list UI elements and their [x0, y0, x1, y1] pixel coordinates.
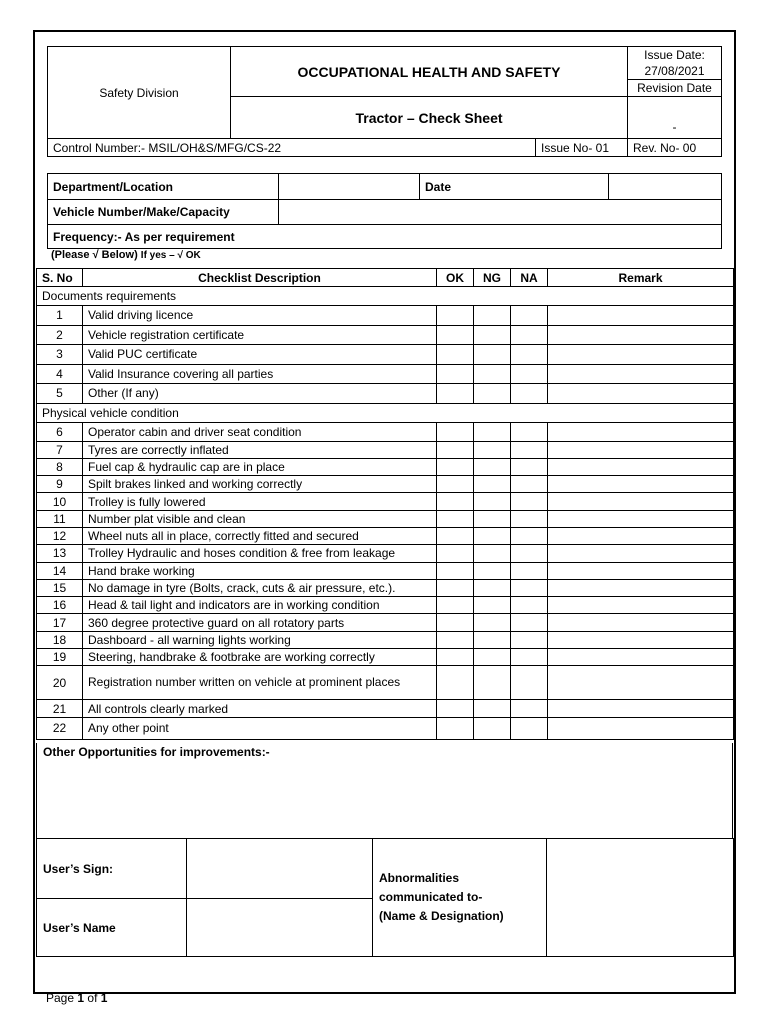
- page-number: 1: [77, 991, 85, 1005]
- header-table: [47, 46, 722, 139]
- item-description: All controls clearly marked: [83, 700, 437, 717]
- item-description: 360 degree protective guard on all rotatory parts: [83, 614, 437, 631]
- date-label: Date: [420, 174, 609, 200]
- item-description: Trolley Hydraulic and hoses condition & free from leakage: [83, 545, 437, 562]
- issue-date-cell: [628, 47, 722, 97]
- abnormalities-line-3: (Name & Designation): [379, 909, 504, 923]
- ok-cell[interactable]: [437, 441, 474, 458]
- na-cell[interactable]: [511, 306, 548, 326]
- item-number: 15: [37, 579, 83, 596]
- item-number: 18: [37, 631, 83, 648]
- ok-cell[interactable]: [437, 325, 474, 345]
- na-cell[interactable]: [511, 649, 548, 666]
- item-description: Dashboard - all warning lights working: [83, 631, 437, 648]
- na-cell[interactable]: [511, 700, 548, 717]
- ok-cell[interactable]: [437, 493, 474, 510]
- item-number: 13: [37, 545, 83, 562]
- doc-subtitle: Tractor – Check Sheet: [231, 97, 628, 139]
- ok-cell[interactable]: [437, 458, 474, 475]
- checklist-header-row: [37, 269, 734, 287]
- na-cell[interactable]: [511, 325, 548, 345]
- na-cell[interactable]: [511, 545, 548, 562]
- item-description: Tyres are correctly inflated: [83, 441, 437, 458]
- ng-cell[interactable]: [474, 306, 511, 326]
- na-cell[interactable]: [511, 476, 548, 493]
- ng-cell[interactable]: [474, 345, 511, 365]
- ok-cell[interactable]: [437, 364, 474, 384]
- header-ng: NG: [474, 269, 511, 287]
- remark-cell[interactable]: [548, 666, 734, 700]
- remark-cell[interactable]: [548, 364, 734, 384]
- na-cell[interactable]: [511, 422, 548, 441]
- item-description: Head & tail light and indicators are in working condition: [83, 597, 437, 614]
- remark-cell[interactable]: [548, 649, 734, 666]
- control-number: Control Number:- MSIL/OH&S/MFG/CS-22: [48, 139, 536, 157]
- header-sno: S. No: [37, 269, 83, 287]
- ok-cell[interactable]: [437, 562, 474, 579]
- ng-cell[interactable]: [474, 510, 511, 527]
- improvements-box[interactable]: [36, 743, 733, 839]
- item-description: Fuel cap & hydraulic cap are in place: [83, 458, 437, 475]
- remark-cell[interactable]: [548, 325, 734, 345]
- item-number: 22: [37, 717, 83, 739]
- section-row: [37, 287, 734, 306]
- item-number: 3: [37, 345, 83, 365]
- ng-cell[interactable]: [474, 476, 511, 493]
- ok-cell[interactable]: [437, 384, 474, 404]
- item-description: Number plat visible and clean: [83, 510, 437, 527]
- checklist-row: [37, 510, 734, 527]
- ok-cell[interactable]: [437, 527, 474, 544]
- signoff-table: [36, 838, 734, 957]
- checklist-row: [37, 545, 734, 562]
- item-description: Any other point: [83, 717, 437, 739]
- item-description: Other (If any): [83, 384, 437, 404]
- ok-cell[interactable]: [437, 700, 474, 717]
- item-number: 17: [37, 614, 83, 631]
- issue-date: 27/08/2021: [644, 64, 705, 78]
- item-number: 7: [37, 441, 83, 458]
- checklist-row: [37, 493, 734, 510]
- instruction-part-a: (Please √ Below): [51, 249, 138, 261]
- checklist-row: [37, 441, 734, 458]
- abnormalities-field[interactable]: [547, 839, 734, 957]
- instruction-part-b: If yes – √ OK: [140, 250, 201, 261]
- checklist-row: [37, 717, 734, 739]
- page-footer: [46, 991, 107, 1005]
- ng-cell[interactable]: [474, 422, 511, 441]
- na-cell[interactable]: [511, 458, 548, 475]
- item-description: Trolley is fully lowered: [83, 493, 437, 510]
- item-description: Operator cabin and driver seat condition: [83, 422, 437, 441]
- header-desc: Checklist Description: [83, 269, 437, 287]
- ng-cell[interactable]: [474, 562, 511, 579]
- item-number: 5: [37, 384, 83, 404]
- ng-cell[interactable]: [474, 527, 511, 544]
- checklist-row: [37, 458, 734, 475]
- ng-cell[interactable]: [474, 458, 511, 475]
- section-row: [37, 403, 734, 422]
- ok-cell[interactable]: [437, 306, 474, 326]
- item-description: No damage in tyre (Bolts, crack, cuts & air pressure, etc.).: [83, 579, 437, 596]
- vehicle-field[interactable]: [279, 200, 722, 225]
- na-cell[interactable]: [511, 510, 548, 527]
- item-number: 11: [37, 510, 83, 527]
- revision-date-label: Revision Date: [628, 79, 721, 96]
- remark-cell[interactable]: [548, 614, 734, 631]
- remark-cell[interactable]: [548, 717, 734, 739]
- na-cell[interactable]: [511, 493, 548, 510]
- ng-cell[interactable]: [474, 631, 511, 648]
- checklist-table: [36, 268, 734, 740]
- checklist-row: [37, 325, 734, 345]
- info-table: [47, 173, 722, 249]
- page-of: of: [87, 991, 98, 1005]
- ng-cell[interactable]: [474, 364, 511, 384]
- na-cell[interactable]: [511, 562, 548, 579]
- ng-cell[interactable]: [474, 325, 511, 345]
- checklist-row: [37, 666, 734, 700]
- item-number: 10: [37, 493, 83, 510]
- remark-cell[interactable]: [548, 476, 734, 493]
- checklist-row: [37, 306, 734, 326]
- abnormalities-label: [373, 839, 547, 957]
- na-cell[interactable]: [511, 364, 548, 384]
- checklist-row: [37, 384, 734, 404]
- remark-cell[interactable]: [548, 700, 734, 717]
- users-name-label: User’s Name: [37, 899, 187, 957]
- ok-cell[interactable]: [437, 422, 474, 441]
- checklist-row: [37, 700, 734, 717]
- item-number: 12: [37, 527, 83, 544]
- item-number: 14: [37, 562, 83, 579]
- remark-cell[interactable]: [548, 510, 734, 527]
- abnormalities-line-2: communicated to-: [379, 890, 483, 904]
- ok-cell[interactable]: [437, 597, 474, 614]
- item-description: Valid driving licence: [83, 306, 437, 326]
- section-title: Documents requirements: [37, 287, 734, 306]
- ng-cell[interactable]: [474, 666, 511, 700]
- header-na: NA: [511, 269, 548, 287]
- checklist-row: [37, 562, 734, 579]
- na-cell[interactable]: [511, 527, 548, 544]
- na-cell[interactable]: [511, 345, 548, 365]
- item-description: Spilt brakes linked and working correctly: [83, 476, 437, 493]
- checklist-row: [37, 527, 734, 544]
- item-number: 9: [37, 476, 83, 493]
- ng-cell[interactable]: [474, 493, 511, 510]
- header-ok: OK: [437, 269, 474, 287]
- ng-cell[interactable]: [474, 384, 511, 404]
- item-number: 19: [37, 649, 83, 666]
- users-sign-field[interactable]: [187, 839, 373, 899]
- checklist-row: [37, 476, 734, 493]
- item-number: 1: [37, 306, 83, 326]
- remark-cell[interactable]: [548, 562, 734, 579]
- ok-cell[interactable]: [437, 614, 474, 631]
- remark-cell[interactable]: [548, 306, 734, 326]
- ok-cell[interactable]: [437, 666, 474, 700]
- checklist-row: [37, 649, 734, 666]
- ng-cell[interactable]: [474, 700, 511, 717]
- item-description: Steering, handbrake & footbrake are working correctly: [83, 649, 437, 666]
- checklist-row: [37, 345, 734, 365]
- item-description: Valid Insurance covering all parties: [83, 364, 437, 384]
- issue-date-label: Issue Date:: [644, 48, 705, 62]
- checklist-row: [37, 614, 734, 631]
- na-cell[interactable]: [511, 631, 548, 648]
- section-title: Physical vehicle condition: [37, 403, 734, 422]
- remark-cell[interactable]: [548, 384, 734, 404]
- remark-cell[interactable]: [548, 579, 734, 596]
- na-cell[interactable]: [511, 666, 548, 700]
- na-cell[interactable]: [511, 717, 548, 739]
- na-cell[interactable]: [511, 597, 548, 614]
- ng-cell[interactable]: [474, 649, 511, 666]
- date-field[interactable]: [609, 174, 722, 200]
- ng-cell[interactable]: [474, 441, 511, 458]
- ng-cell[interactable]: [474, 717, 511, 739]
- item-description: Wheel nuts all in place, correctly fitted and secured: [83, 527, 437, 544]
- ok-cell[interactable]: [437, 649, 474, 666]
- checklist-row: [37, 597, 734, 614]
- item-description: Registration number written on vehicle at prominent places: [83, 666, 437, 700]
- item-number: 6: [37, 422, 83, 441]
- ok-cell[interactable]: [437, 631, 474, 648]
- ok-cell[interactable]: [437, 545, 474, 562]
- checklist-row: [37, 364, 734, 384]
- checklist-row: [37, 631, 734, 648]
- ng-cell[interactable]: [474, 597, 511, 614]
- users-name-field[interactable]: [187, 899, 373, 957]
- ok-cell[interactable]: [437, 717, 474, 739]
- safety-division: Safety Division: [48, 47, 231, 139]
- remark-cell[interactable]: [548, 527, 734, 544]
- na-cell[interactable]: [511, 614, 548, 631]
- na-cell[interactable]: [511, 441, 548, 458]
- ng-cell[interactable]: [474, 579, 511, 596]
- control-row: [47, 138, 722, 157]
- ok-cell[interactable]: [437, 510, 474, 527]
- remark-cell[interactable]: [548, 422, 734, 441]
- remark-cell[interactable]: [548, 597, 734, 614]
- item-description: Valid PUC certificate: [83, 345, 437, 365]
- improvements-label: Other Opportunities for improvements:-: [43, 745, 270, 759]
- page-prefix: Page: [46, 991, 75, 1005]
- ok-cell[interactable]: [437, 579, 474, 596]
- ng-cell[interactable]: [474, 614, 511, 631]
- header-remark: Remark: [548, 269, 734, 287]
- frequency: Frequency:- As per requirement: [48, 225, 722, 249]
- item-number: 8: [37, 458, 83, 475]
- department-label: Department/Location: [48, 174, 279, 200]
- checklist-row: [37, 422, 734, 441]
- item-number: 4: [37, 364, 83, 384]
- remark-cell[interactable]: [548, 545, 734, 562]
- ok-cell[interactable]: [437, 345, 474, 365]
- na-cell[interactable]: [511, 384, 548, 404]
- item-number: 21: [37, 700, 83, 717]
- item-number: 16: [37, 597, 83, 614]
- revision-date: -: [628, 97, 722, 139]
- item-number: 20: [37, 666, 83, 700]
- rev-no: Rev. No- 00: [628, 139, 722, 157]
- item-description: Vehicle registration certificate: [83, 325, 437, 345]
- item-number: 2: [37, 325, 83, 345]
- issue-no: Issue No- 01: [536, 139, 628, 157]
- remark-cell[interactable]: [548, 345, 734, 365]
- remark-cell[interactable]: [548, 441, 734, 458]
- users-sign-label: User’s Sign:: [37, 839, 187, 899]
- ok-cell[interactable]: [437, 476, 474, 493]
- remark-cell[interactable]: [548, 631, 734, 648]
- abnormalities-line-1: Abnormalities: [379, 871, 460, 885]
- department-field[interactable]: [279, 174, 420, 200]
- ng-cell[interactable]: [474, 545, 511, 562]
- page-total: 1: [100, 991, 108, 1005]
- doc-title: OCCUPATIONAL HEALTH AND SAFETY: [231, 47, 628, 97]
- remark-cell[interactable]: [548, 493, 734, 510]
- vehicle-label: Vehicle Number/Make/Capacity: [48, 200, 279, 225]
- remark-cell[interactable]: [548, 458, 734, 475]
- na-cell[interactable]: [511, 579, 548, 596]
- item-description: Hand brake working: [83, 562, 437, 579]
- instruction: [51, 249, 201, 261]
- checklist-row: [37, 579, 734, 596]
